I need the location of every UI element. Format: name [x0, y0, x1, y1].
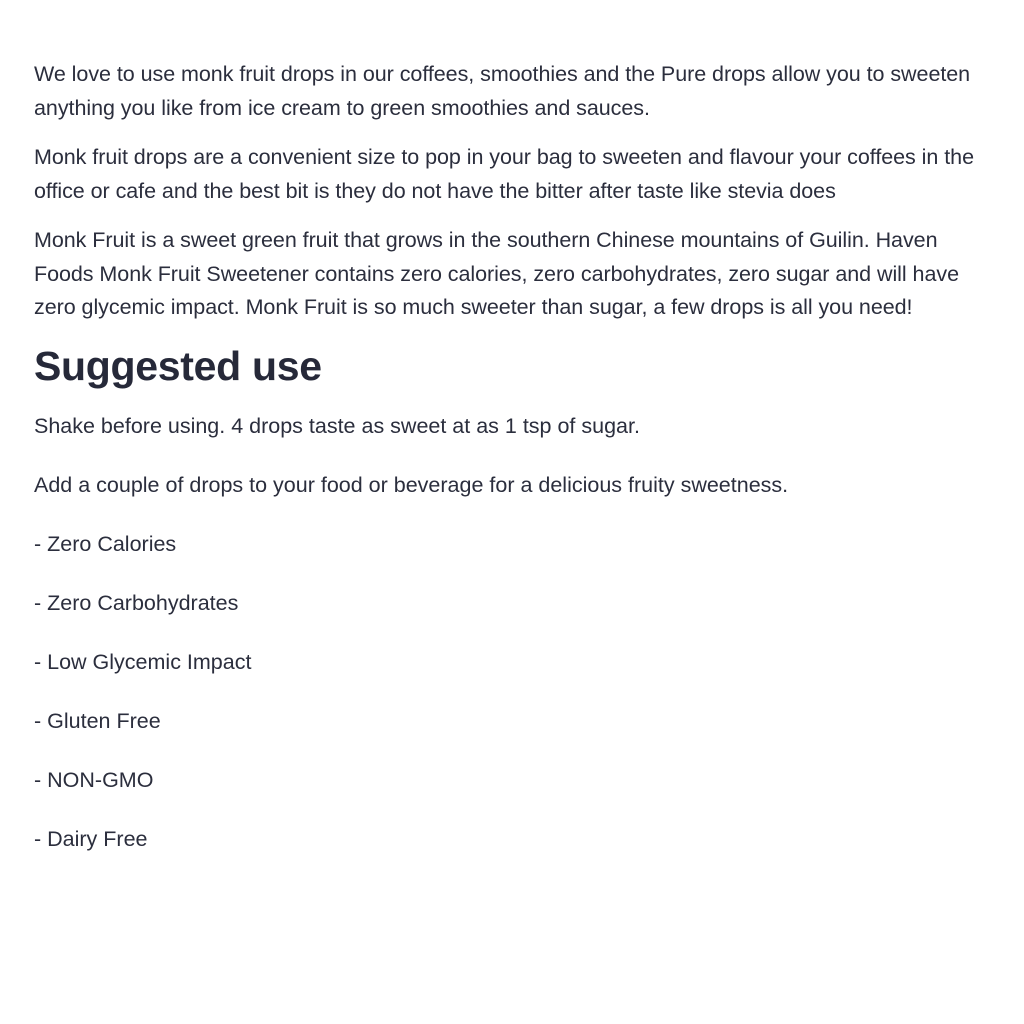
feature-item-dairy-free: - Dairy Free	[34, 826, 148, 851]
product-description	[34, 58, 992, 881]
usage-instruction-shake: Shake before using. 4 drops taste as sweet at as 1 tsp of sugar.	[34, 413, 640, 438]
description-paragraph-monk-fruit: Monk Fruit is a sweet green fruit that grows in the southern Chinese mountains of Guilin. Haven Foods Monk Fruit Sweetener contains zero calories, zero carbohydrates, zero sugar and will have zero glycemic impact. Monk Fruit is so much sweeter than sugar, a few drops is all you need!	[34, 228, 959, 319]
feature-item-zero-calories: - Zero Calories	[34, 531, 177, 556]
usage-instruction-add: Add a couple of drops to your food or beverage for a delicious fruity sweetness.	[34, 472, 789, 497]
description-paragraph-convenience: Monk fruit drops are a convenient size to pop in your bag to sweeten and flavour your coffees in the office or cafe and the best bit is they do not have the bitter after taste like stevia does	[34, 145, 974, 203]
suggested-use-heading: Suggested use	[34, 342, 322, 389]
feature-item-non-gmo: - NON-GMO	[34, 767, 154, 792]
feature-item-low-glycemic-impact: - Low Glycemic Impact	[34, 649, 252, 674]
feature-item-gluten-free: - Gluten Free	[34, 708, 161, 733]
feature-list	[34, 527, 992, 856]
feature-item-zero-carbohydrates: - Zero Carbohydrates	[34, 590, 239, 615]
description-paragraph-intro: We love to use monk fruit drops in our coffees, smoothies and the Pure drops allow you to sweeten anything you like from ice cream to green smoothies and sauces.	[34, 62, 971, 120]
